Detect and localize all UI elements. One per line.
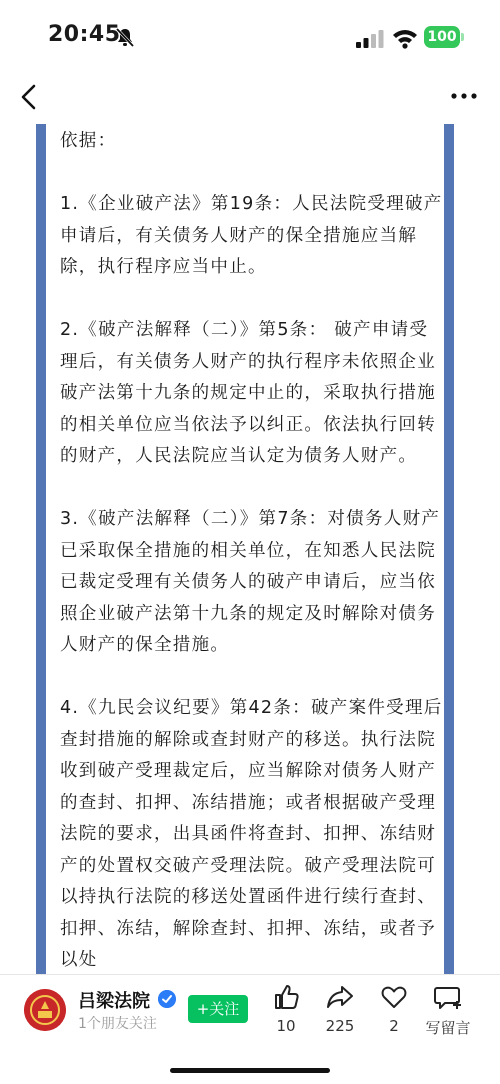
favorite-count: 2 (389, 1017, 399, 1035)
comment-add-icon (433, 983, 463, 1011)
share-count: 225 (325, 1017, 355, 1035)
write-comment-label: 写留言 (425, 1019, 471, 1037)
status-bar (0, 0, 500, 70)
back-chevron-icon[interactable] (14, 80, 44, 114)
share-button[interactable] (310, 983, 370, 1035)
friends-following-text: 1个朋友关注 (78, 1016, 157, 1032)
nav-bar (0, 70, 500, 124)
bell-muted-icon (114, 26, 136, 48)
battery-indicator: 100 (424, 26, 460, 48)
like-button[interactable] (256, 983, 316, 1035)
article-paragraph-3: 3.《破产法解释（二）》第7条：对债务人财产已采取保全措施的相关单位，在知悉人民法院已裁定受理有关债务人的破产申请后，应当依照企业破产法第十九条的规定及时解除对债务人财产的保全措施。 (60, 509, 441, 655)
write-comment-button[interactable] (418, 983, 478, 1038)
article-heading: 依据： (60, 131, 117, 151)
article-card (36, 124, 454, 974)
like-count: 10 (276, 1017, 296, 1035)
home-indicator (170, 1068, 330, 1073)
follow-button[interactable]: +关注 (188, 995, 248, 1023)
status-time: 20:45 (48, 22, 121, 47)
account-name[interactable]: 吕梁法院 (78, 991, 150, 1012)
heart-icon (380, 983, 408, 1011)
more-options-icon[interactable] (448, 84, 480, 108)
article-paragraph-4: 4.《九民会议纪要》第42条：破产案件受理后查封措施的解除或查封财产的移送。执行法院收到破产受理裁定后，应当解除对债务人财产的查封、扣押、冻结措施；或者根据破产受理法院的要求，出具函件将查封、扣押、冻结财产的处置权交破产受理法院。破产受理法院可以持执行法院的移送处置函件进行续行查封、扣押、冻结，解除查封、扣押、冻结，或者予以处 (60, 698, 443, 970)
article-paragraph-1: 1.《企业破产法》第19条：人民法院受理破产申请后，有关债务人财产的保全措施应当解除，执行程序应当中止。 (60, 194, 443, 277)
wifi-icon (392, 27, 418, 49)
share-arrow-icon (325, 983, 355, 1011)
account-avatar-emblem-icon[interactable] (24, 989, 66, 1031)
favorite-button[interactable] (364, 983, 424, 1035)
thumbs-up-icon (272, 983, 300, 1011)
article-paragraph-2: 2.《破产法解释（二）》第5条： 破产申请受理后，有关债务人财产的执行程序未依照企业破产法第十九条的规定中止的，采取执行措施的相关单位应当依法予以纠正。依法执行回转的财产，人民法院应当认定为债务人财产。 (60, 320, 436, 466)
cellular-signal-icon (356, 30, 384, 48)
verified-badge-icon (158, 990, 176, 1008)
article-body (60, 124, 444, 974)
